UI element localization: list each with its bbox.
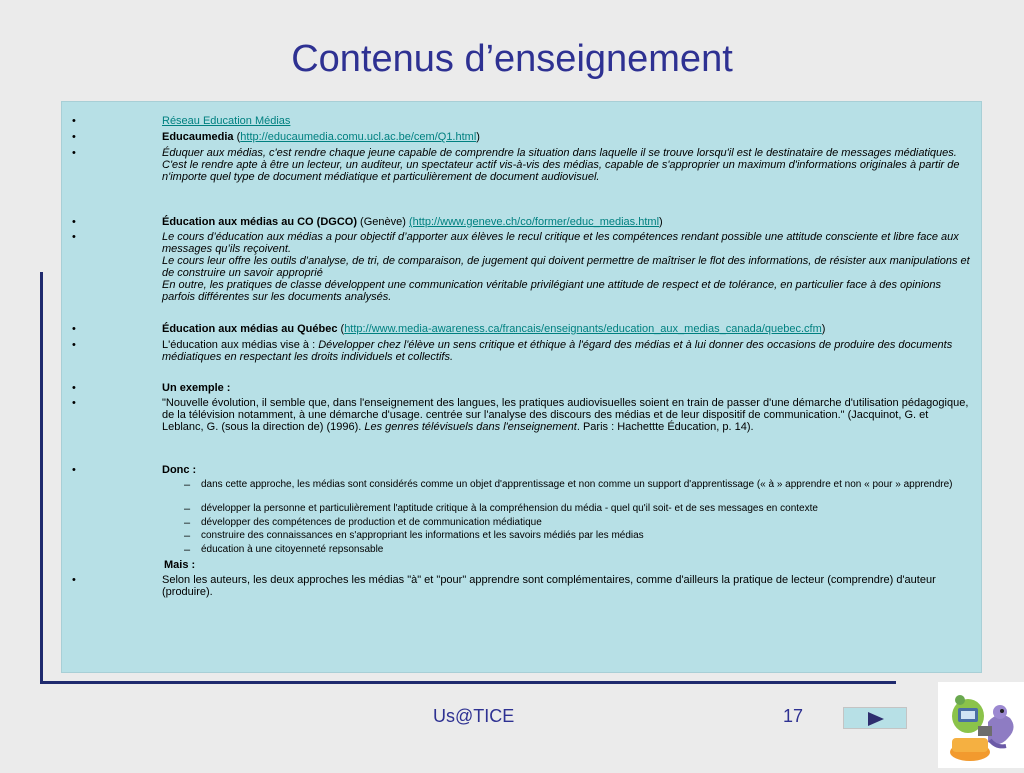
quebec-goal: Développer chez l'élève un sens critique et éthique à l'égard des médias et à lui donner des occasions de produire des documents médiatiques en respectant les droits individuels et collectifs. xyxy=(162,339,953,363)
bullet: • xyxy=(72,574,76,586)
dash: – xyxy=(184,503,191,515)
example-book-title: Les genres télévisuels dans l'enseignement xyxy=(364,421,577,433)
bullet: • xyxy=(72,147,76,159)
bullet: • xyxy=(72,339,76,351)
donc-heading: Donc : xyxy=(162,464,197,476)
frame-left-border xyxy=(40,272,43,684)
dash: – xyxy=(184,517,191,529)
page-number: 17 xyxy=(783,706,804,726)
frame-bottom-border xyxy=(40,681,896,684)
bullet: • xyxy=(72,115,76,127)
bullet: • xyxy=(72,397,76,409)
example-quote: "Nouvelle évolution, il semble que, dans l'enseignement des langues, les pratiques audiovisuelles soient en train de passer d'une démarche d'utilisation pédagogique, de la télévision notamment, à une démarche d'usage. centrée sur l'analyse des discours des médias et de leur dispositif de communication." (Jacquinot, G. et Leblanc, G. (sous la direction de) (1996). xyxy=(162,397,969,433)
content-panel: • Réseau Education Médias • Educaumedia (http://educaumedia.comu.ucl.ac.be/cem/Q1.html) • Éduquer aux médias, c'est rendre chaque jeune capable de comprendre la situation dans laquelle il se trouve lorsqu'il est le destinataire de messages médiatiques. C'est le rendre apte à être un lecteur, un auditeur, un spectateur actif vis-à-vis des médias, capable de s'approprier un maximum d'informations originales à partir de n'importe quel type de document médiatique et particulièrement de document audiovisuel. • Éducation aux médias au CO (DGCO) (Genève) (http://www.geneve.ch/co/former/educ_medias.html) • Le cours d’éducation aux médias a pour objectif d’apporter aux élèves le recul critique et les compétences rendant possible une attitude consciente et libre face aux messages qu’ils reçoivent. Le cours leur offre les outils d’analyse, de tri, de comparaison, de jugement qui doivent permettre de maîtriser le flot des informations, de résister aux manipulations et de construire un savoir approprié En outre, les pratiques de classe développent une communication véritable privilégiant une attitude de respect et de tolérance, en particulier face à des opinions parfois différentes sur les documents analysés. • Éducation aux médias au Québec (http://www.media-awareness.ca/francais/enseignants/education_aux_medias_canada/quebec.cfm) • L'éducation aux médias vise à : Développer chez l'élève un sens critique et éthique à l'égard des médias et à lui donner des occasions de produire des documents médiatiques en respectant les droits individuels et collectifs. • Un exemple : • "Nouvelle évolution, il semble que, dans l'enseignement des langues, les pratiques audiovisuelles soient en train de passer d'une démarche d'utilisation pédagogique, de la télévision notamment, à une démarche d'usage. centrée sur l'analyse des discours des médias et de leur dispositif de communication." (Jacquinot, G. et Leblanc, G. (sous la direction de) (1996). Les genres télévisuels dans l'enseignement. Paris : Hachettte Éducation, p. 14). • Donc : – dans cette approche, les médias sont considérés comme un objet d'apprentissage et non comme un support d'apprentissage (« à » apprendre et non « pour » apprendre) – développer la personne et particulièrement l'aptitude critique à la compréhension du média - quel qu'il soit- et de ses messages en contexte – développer des compétences de production et de communication médiatique – construire des connaissances en s'appropriant les informations et les savoirs médiés par les médias – éducation à une citoyenneté repsonsable Mais : • Selon les auteurs, les deux approches les médias "à" et "pour" apprendre sont complémentaires, comme d'ailleurs la pratique de lecteur (comprendre) d'auteur (produire). xyxy=(61,101,982,673)
conclusion-text: Selon les auteurs, les deux approches les médias "à" et "pour" apprendre sont complémentaires, comme d'ailleurs la pratique de lecteur (comprendre) d'auteur (produire). xyxy=(162,574,936,598)
educaumedia-link[interactable]: http://educaumedia.comu.ucl.ac.be/cem/Q1.html xyxy=(240,131,477,143)
footer-label: Us@TICE xyxy=(433,706,515,726)
dgco-objective: Le cours d’éducation aux médias a pour objectif d’apporter aux élèves le recul critique et les compétences rendant possible une attitude consciente et libre face aux messages qu’ils reçoivent. xyxy=(162,231,959,255)
bullet: • xyxy=(72,323,76,335)
dgco-tools: Le cours leur offre les outils d’analyse, de tri, de comparaison, de jugement qui doivent permettre de maîtriser le flot des informations, de résister aux manipulations et de construire un savoir approprié xyxy=(162,255,970,279)
bullet: • xyxy=(72,216,76,228)
dgco-heading: Éducation aux médias au CO (DGCO) xyxy=(162,216,357,228)
educaumedia-definition-2: C'est le rendre apte à être un lecteur, un auditeur, un spectateur actif vis-à-vis des médias, capable de s'approprier un maximum d'informations originales à partir de n'importe quel type de document médiatique et particulièrement de document audiovisuel. xyxy=(162,159,960,183)
educaumedia-definition: Éduquer aux médias, c'est rendre chaque jeune capable de comprendre la situation dans laquelle il se trouve lorsqu'il est le destinataire de messages médiatiques. xyxy=(162,147,957,159)
reseau-education-medias-link[interactable]: Réseau Education Médias xyxy=(162,115,291,127)
educaumedia-heading: Educaumedia xyxy=(162,131,234,143)
quebec-heading: Éducation aux médias au Québec xyxy=(162,323,338,335)
dash: – xyxy=(184,479,191,491)
next-slide-button[interactable] xyxy=(843,707,907,729)
quebec-intro: L'éducation aux médias vise à : xyxy=(162,339,319,351)
quebec-link[interactable]: http://www.media-awareness.ca/francais/enseignants/education_aux_medias_canada/quebec.cfm xyxy=(344,323,822,335)
example-heading: Un exemple : xyxy=(162,382,231,394)
geneve-link[interactable]: (http://www.geneve.ch/co/former/educ_medias.html xyxy=(408,216,660,228)
slide-title: Contenus d’enseignement xyxy=(291,38,733,80)
bullet: • xyxy=(72,464,76,476)
dash: – xyxy=(184,544,191,556)
bullet: • xyxy=(72,131,76,143)
dgco-practices: En outre, les pratiques de classe développent une communication véritable privilégiant une attitude de respect et de tolérance, en particulier face à des opinions parfois différentes sur les documents analysés. xyxy=(162,279,942,303)
bullet: • xyxy=(72,231,76,243)
mascot-icon xyxy=(938,682,1024,768)
bullet: • xyxy=(72,382,76,394)
dash: – xyxy=(184,530,191,542)
mais-heading: Mais : xyxy=(164,559,196,571)
